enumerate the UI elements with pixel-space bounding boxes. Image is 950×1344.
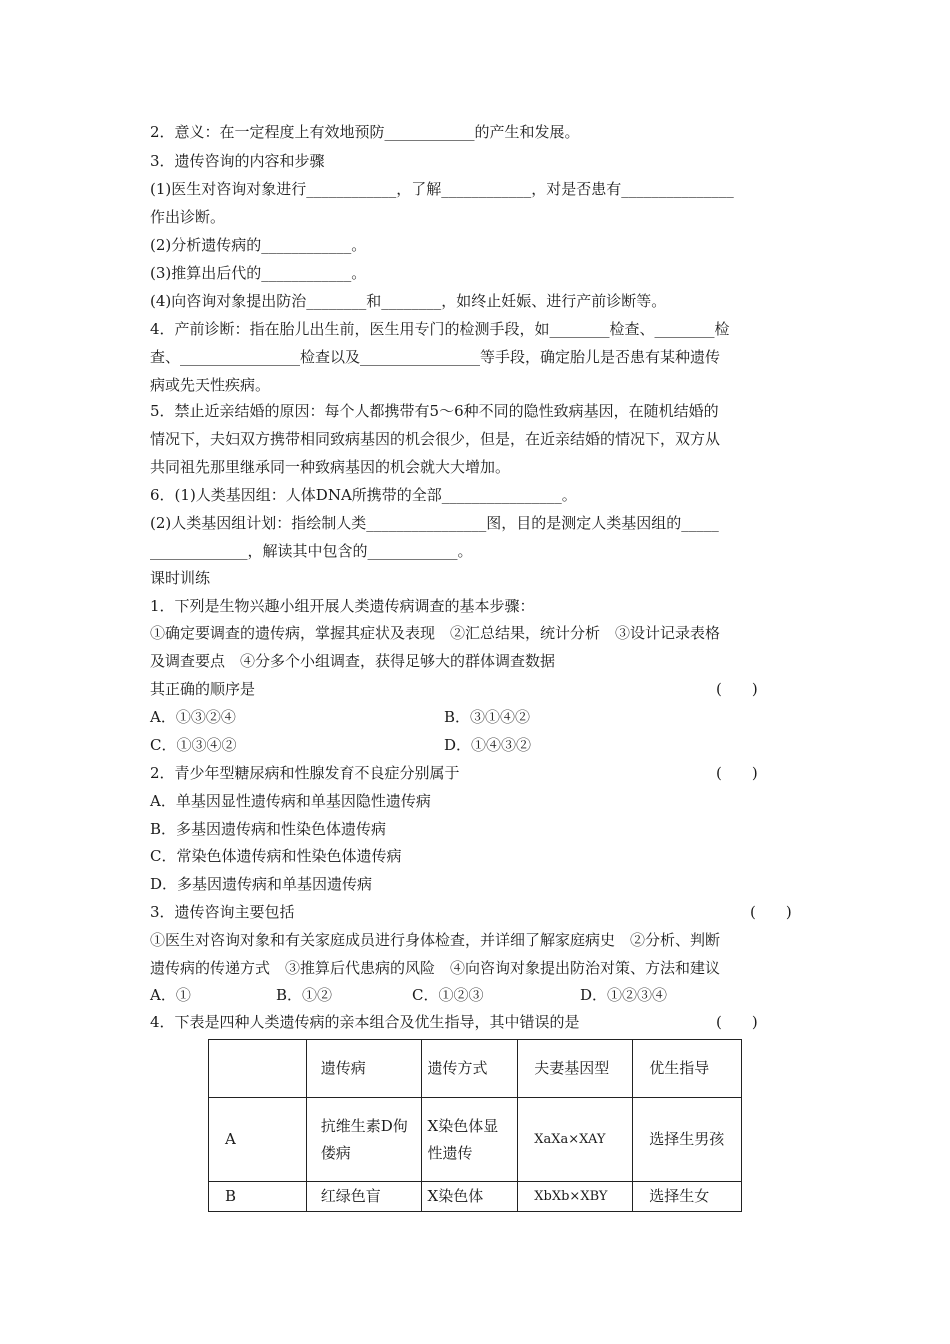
option-d: D．①②③④ — [580, 986, 668, 1004]
table-header-cell — [209, 1040, 307, 1098]
text-line: (2)分析遗传病的____________。 — [150, 236, 367, 254]
text-line: 遗传病的传递方式 ③推算后代患病的风险 ④向咨询对象提出防治对策、方法和建议 — [150, 959, 721, 977]
genetics-table — [208, 1039, 742, 1212]
table-header-cell: 夫妻基因型 — [518, 1040, 633, 1098]
mode-cell: X染色体 — [421, 1182, 518, 1212]
text-line: 6．(1)人类基因组：人体DNA所携带的全部________________。 — [150, 486, 577, 504]
option-a: A．①③②④ — [150, 708, 236, 726]
text-line: 病或先天性疾病。 — [150, 376, 271, 394]
table-header-cell: 遗传病 — [306, 1040, 421, 1098]
table-header-cell: 遗传方式 — [421, 1040, 518, 1098]
section-title: 课时训练 — [150, 569, 211, 587]
row-label: B — [209, 1182, 307, 1212]
genotype-cell: XaXa×XAY — [518, 1098, 633, 1182]
answer-paren: ( ) — [750, 903, 792, 921]
text-line: 共同祖先那里继承同一种致病基因的机会就大大增加。 — [150, 458, 511, 476]
text-line: 5．禁止近亲结婚的原因：每个人都携带有5～6种不同的隐性致病基因，在随机结婚的 — [150, 402, 719, 420]
disease-cell: 红绿色盲 — [306, 1182, 421, 1212]
option-b: B．③①④② — [444, 708, 531, 726]
text-line: 4．产前诊断：指在胎儿出生前，医生用专门的检测手段，如________检查、________检 — [150, 320, 730, 338]
text-line: ①确定要调查的遗传病，掌握其症状及表现 ②汇总结果，统计分析 ③设计记录表格 — [150, 624, 721, 642]
table-header-row — [209, 1040, 742, 1098]
advice-cell: 选择生女 — [633, 1182, 742, 1212]
answer-paren: ( ) — [716, 680, 758, 698]
text-line: (4)向咨询对象提出防治________和________，如终止妊娠、进行产前诊断等。 — [150, 292, 667, 310]
table-header-cell: 优生指导 — [633, 1040, 742, 1098]
text-line: 作出诊断。 — [150, 208, 226, 226]
question-4: 4．下表是四种人类遗传病的亲本组合及优生指导，其中错误的是 — [150, 1013, 580, 1031]
text-line: _____________，解读其中包含的____________。 — [150, 542, 473, 560]
text-line: (3)推算出后代的____________。 — [150, 264, 367, 282]
option-d: D．多基因遗传病和单基因遗传病 — [150, 875, 373, 893]
genotype-cell: XbXb×XBY — [518, 1182, 633, 1212]
option-a: A．① — [150, 986, 191, 1004]
question-3: 3．遗传咨询主要包括 — [150, 903, 295, 921]
text-line: 3．遗传咨询的内容和步骤 — [150, 152, 325, 170]
answer-paren: ( ) — [716, 1013, 758, 1031]
row-label: A — [209, 1098, 307, 1182]
text-line: 情况下，夫妇双方携带相同致病基因的机会很少，但是，在近亲结婚的情况下，双方从 — [150, 430, 721, 448]
text-line: ①医生对咨询对象和有关家庭成员进行身体检查，并详细了解家庭病史 ②分析、判断 — [150, 931, 721, 949]
text-line: 查、________________检查以及________________等手段，确定胎儿是否患有某种遗传 — [150, 348, 721, 366]
option-c: C．常染色体遗传病和性染色体遗传病 — [150, 847, 402, 865]
option-b: B．多基因遗传病和性染色体遗传病 — [150, 820, 387, 838]
option-c: C．①②③ — [412, 986, 484, 1004]
option-d: D．①④③② — [444, 736, 532, 754]
text-line: 其正确的顺序是 — [150, 680, 256, 698]
mode-cell: X染色体显性遗传 — [421, 1098, 518, 1182]
advice-cell: 选择生男孩 — [633, 1098, 742, 1182]
disease-cell: 抗维生素D佝偻病 — [306, 1098, 421, 1182]
text-line: 2．意义：在一定程度上有效地预防____________的产生和发展。 — [150, 123, 580, 141]
answer-paren: ( ) — [716, 764, 758, 782]
option-b: B．①② — [276, 986, 333, 1004]
question-1: 1．下列是生物兴趣小组开展人类遗传病调查的基本步骤： — [150, 597, 535, 615]
text-line: (2)人类基因组计划：指绘制人类________________图，目的是测定人类基因组的_____ — [150, 514, 719, 532]
text-line: 及调查要点 ④分多个小组调查，获得足够大的群体调查数据 — [150, 652, 556, 670]
question-2: 2．青少年型糖尿病和性腺发育不良症分别属于 — [150, 764, 460, 782]
table-row — [209, 1182, 742, 1212]
text-line: (1)医生对咨询对象进行____________，了解____________，对是否患有_______________ — [150, 180, 734, 198]
option-a: A．单基因显性遗传病和单基因隐性遗传病 — [150, 792, 431, 810]
option-c: C．①③④② — [150, 736, 237, 754]
table-row — [209, 1098, 742, 1182]
